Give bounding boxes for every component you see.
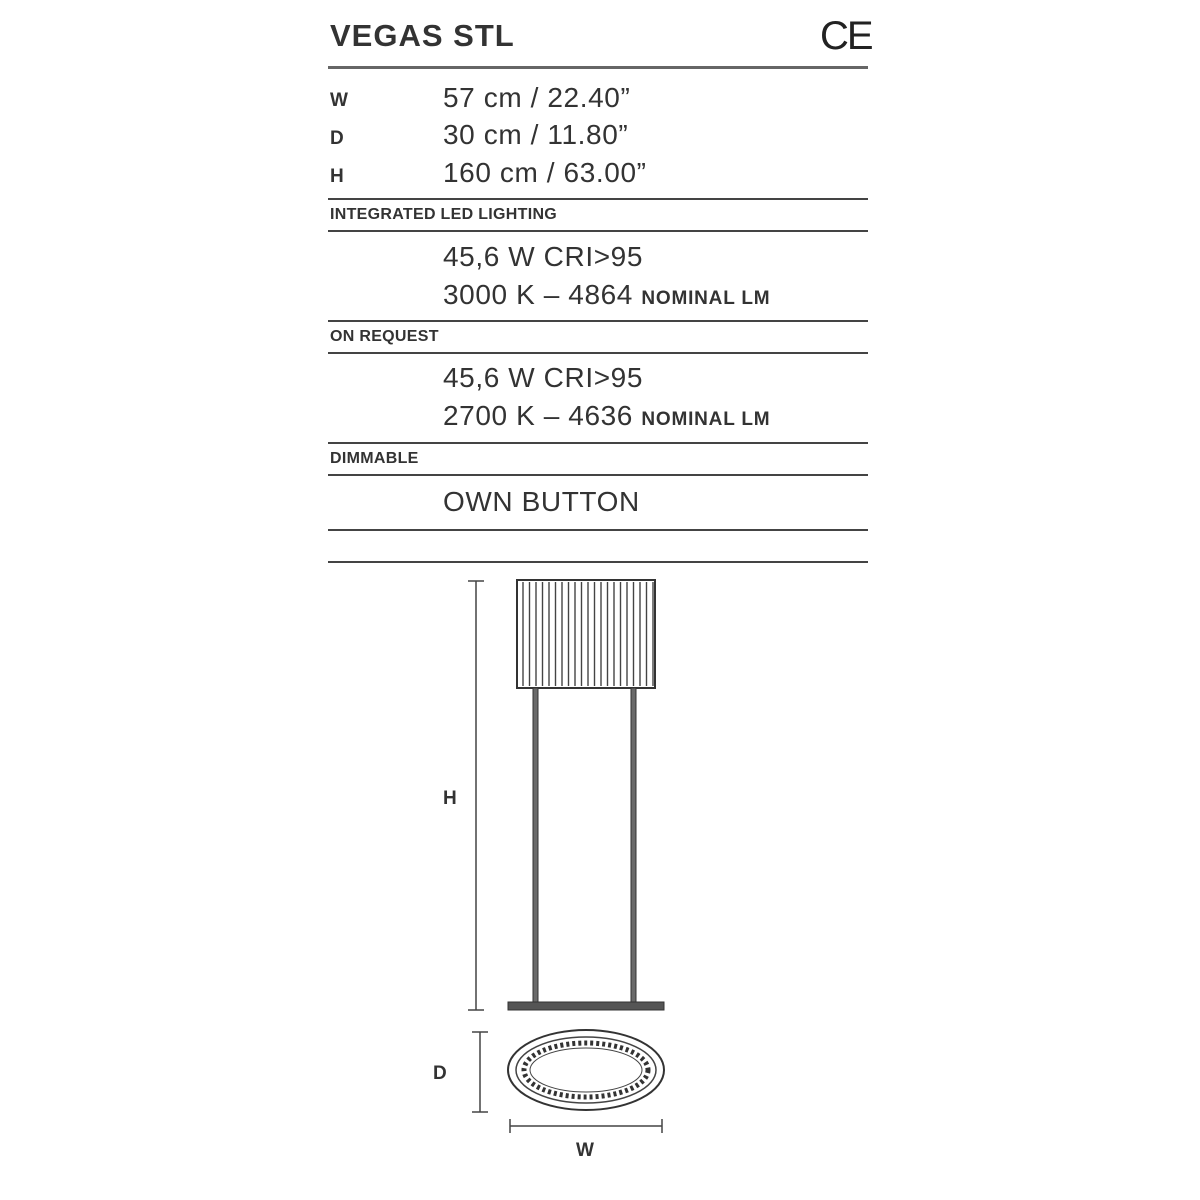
width-label: W — [576, 1140, 594, 1161]
width-dimension — [510, 1119, 662, 1133]
dim-key-d: D — [330, 128, 344, 149]
integrated-temp-lumen: 3000 K – 4864 — [443, 279, 633, 310]
depth-label: D — [433, 1063, 447, 1084]
lamp-posts — [533, 688, 636, 1004]
section-heading-dimmable: DIMMABLE — [330, 450, 419, 467]
nominal-lm-unit: NOMINAL LM — [641, 409, 771, 430]
lamp-base — [508, 1002, 664, 1010]
request-power: 45,6 W CRI>95 — [443, 362, 643, 393]
dim-key-w: W — [330, 90, 348, 111]
dim-value-h: 160 cm / 63.00” — [443, 157, 647, 188]
dim-value-d: 30 cm / 11.80” — [443, 119, 629, 150]
integrated-power: 45,6 W CRI>95 — [443, 241, 643, 272]
ce-mark: CE — [820, 14, 872, 58]
dim-value-w: 57 cm / 22.40” — [443, 82, 631, 113]
dimmable-value: OWN BUTTON — [443, 486, 640, 517]
nominal-lm-unit: NOMINAL LM — [641, 288, 771, 309]
product-title: VEGAS STL — [330, 18, 515, 53]
height-label: H — [443, 788, 457, 809]
lamp-shade — [517, 580, 655, 688]
dim-key-h: H — [330, 166, 344, 187]
lamp-top-view — [508, 1030, 664, 1110]
section-heading-integrated: INTEGRATED LED LIGHTING — [330, 206, 558, 223]
section-heading-on-request: ON REQUEST — [330, 328, 439, 345]
depth-dimension — [472, 1032, 488, 1112]
request-temp-lumen: 2700 K – 4636 — [443, 400, 633, 431]
height-dimension — [468, 581, 484, 1010]
